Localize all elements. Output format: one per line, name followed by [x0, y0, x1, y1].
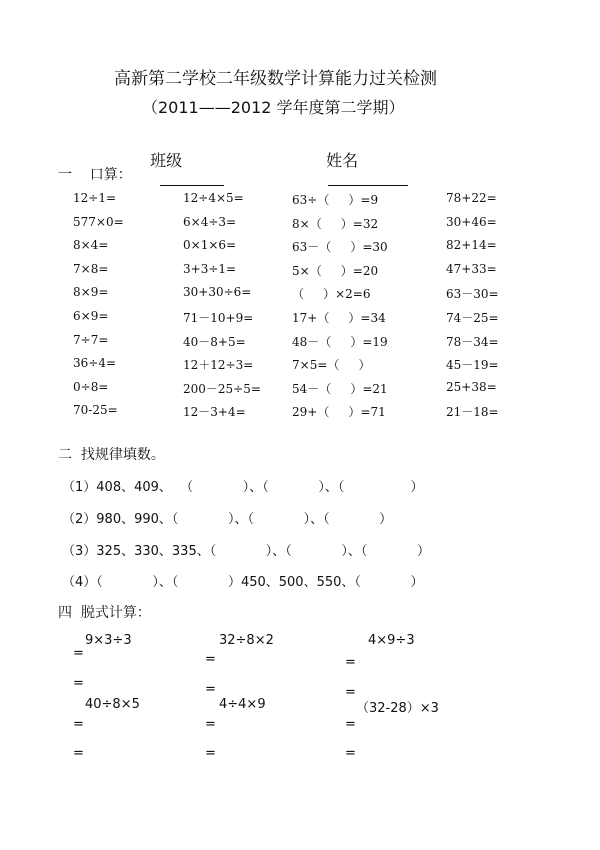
mental-math-item: 12÷4×5= [183, 191, 244, 205]
school-year-subtitle: （2011——2012 学年度第二学期） [142, 98, 405, 117]
mental-math-item: 7÷7= [73, 333, 109, 347]
equals-sign: = [345, 685, 356, 700]
mental-math-item: 30+46= [446, 215, 497, 229]
mental-math-item: 12－3+4= [183, 405, 246, 419]
equals-sign: = [73, 717, 84, 732]
section-mental-math-heading: 一 口算： [58, 167, 132, 183]
class-blank[interactable] [160, 171, 224, 186]
pattern-row: （4）（ ）、（ ）450、500、550、（ ） [62, 575, 424, 590]
equals-sign: = [345, 655, 356, 670]
calc-problem: 9×3÷3 [85, 633, 132, 648]
mental-math-item: 12÷1= [73, 191, 117, 205]
mental-math-item: 36÷4= [73, 356, 117, 370]
mental-math-item: 74－25= [446, 311, 499, 325]
equals-sign: = [73, 646, 84, 661]
mental-math-item: 0×1×6= [183, 238, 237, 252]
equals-sign: = [205, 746, 216, 761]
name-label: 姓名 [326, 151, 359, 170]
class-label: 班级 [150, 151, 183, 170]
mental-math-item: 71－10+9= [183, 311, 254, 325]
mental-math-item: 7×8= [73, 262, 109, 276]
equals-sign: = [345, 717, 356, 732]
mental-math-item: 54－（ ）=21 [292, 382, 388, 396]
equals-sign: = [205, 717, 216, 732]
mental-math-item: 78－34= [446, 335, 499, 349]
mental-math-item: 63－30= [446, 287, 499, 301]
mental-math-item: 8×4= [73, 238, 109, 252]
mental-math-item: （ ）×2=6 [292, 287, 371, 301]
mental-math-item: 0÷8= [73, 380, 109, 394]
name-field [316, 129, 408, 190]
class-field [140, 129, 224, 190]
pattern-row: （3）325、330、335、（ ）、（ ）、（ ） [62, 544, 430, 559]
equals-sign: = [73, 746, 84, 761]
mental-math-item: 70-25= [73, 403, 118, 417]
calc-problem: 40÷8×5 [85, 697, 140, 712]
mental-math-item: 8×9= [73, 285, 109, 299]
equals-sign: = [73, 676, 84, 691]
mental-math-item: 82+14= [446, 238, 497, 252]
mental-math-item: 8×（ ）=32 [292, 217, 379, 231]
mental-math-item: 12＋12÷3= [183, 358, 254, 372]
mental-math-item: 48－（ ）=19 [292, 335, 388, 349]
calc-problem: 4÷4×9 [219, 697, 266, 712]
mental-math-item: 78+22= [446, 191, 497, 205]
mental-math-item: 17+（ ）=34 [292, 311, 386, 325]
mental-math-item: 21－18= [446, 405, 499, 419]
mental-math-item: 63÷（ ）=9 [292, 193, 379, 207]
mental-math-item: 45－19= [446, 358, 499, 372]
mental-math-item: 6×4÷3= [183, 215, 237, 229]
section-pattern-heading: 二 找规律填数。 [58, 447, 165, 463]
mental-math-item: 29+（ ）=71 [292, 405, 386, 419]
pattern-row: （1）408、409、 （ ）、（ ）、（ ） [62, 480, 424, 495]
mental-math-item: 5×（ ）=20 [292, 264, 379, 278]
page-title: 高新第二学校二年级数学计算能力过关检测 [114, 69, 437, 89]
mental-math-item: 6×9= [73, 309, 109, 323]
mental-math-item: 200－25÷5= [183, 382, 261, 396]
equals-sign: = [205, 682, 216, 697]
equals-sign: = [345, 746, 356, 761]
calc-problem: 4×9÷3 [368, 633, 415, 648]
name-blank[interactable] [328, 171, 408, 186]
mental-math-item: 25+38= [446, 380, 497, 394]
section-step-calc-heading: 四 脱式计算： [58, 605, 151, 621]
mental-math-item: 7×5=（ ） [292, 358, 371, 372]
mental-math-item: 577×0= [73, 215, 124, 229]
mental-math-item: 63－（ ）=30 [292, 240, 388, 254]
equals-sign: = [205, 652, 216, 667]
mental-math-item: 40－8+5= [183, 335, 246, 349]
mental-math-item: 47+33= [446, 262, 497, 276]
calc-problem: （32-28）×3 [356, 701, 439, 716]
calc-problem: 32÷8×2 [219, 633, 274, 648]
mental-math-item: 3+3÷1= [183, 262, 237, 276]
mental-math-item: 30+30÷6= [183, 285, 252, 299]
pattern-row: （2）980、990、（ ）、（ ）、（ ） [62, 512, 393, 527]
